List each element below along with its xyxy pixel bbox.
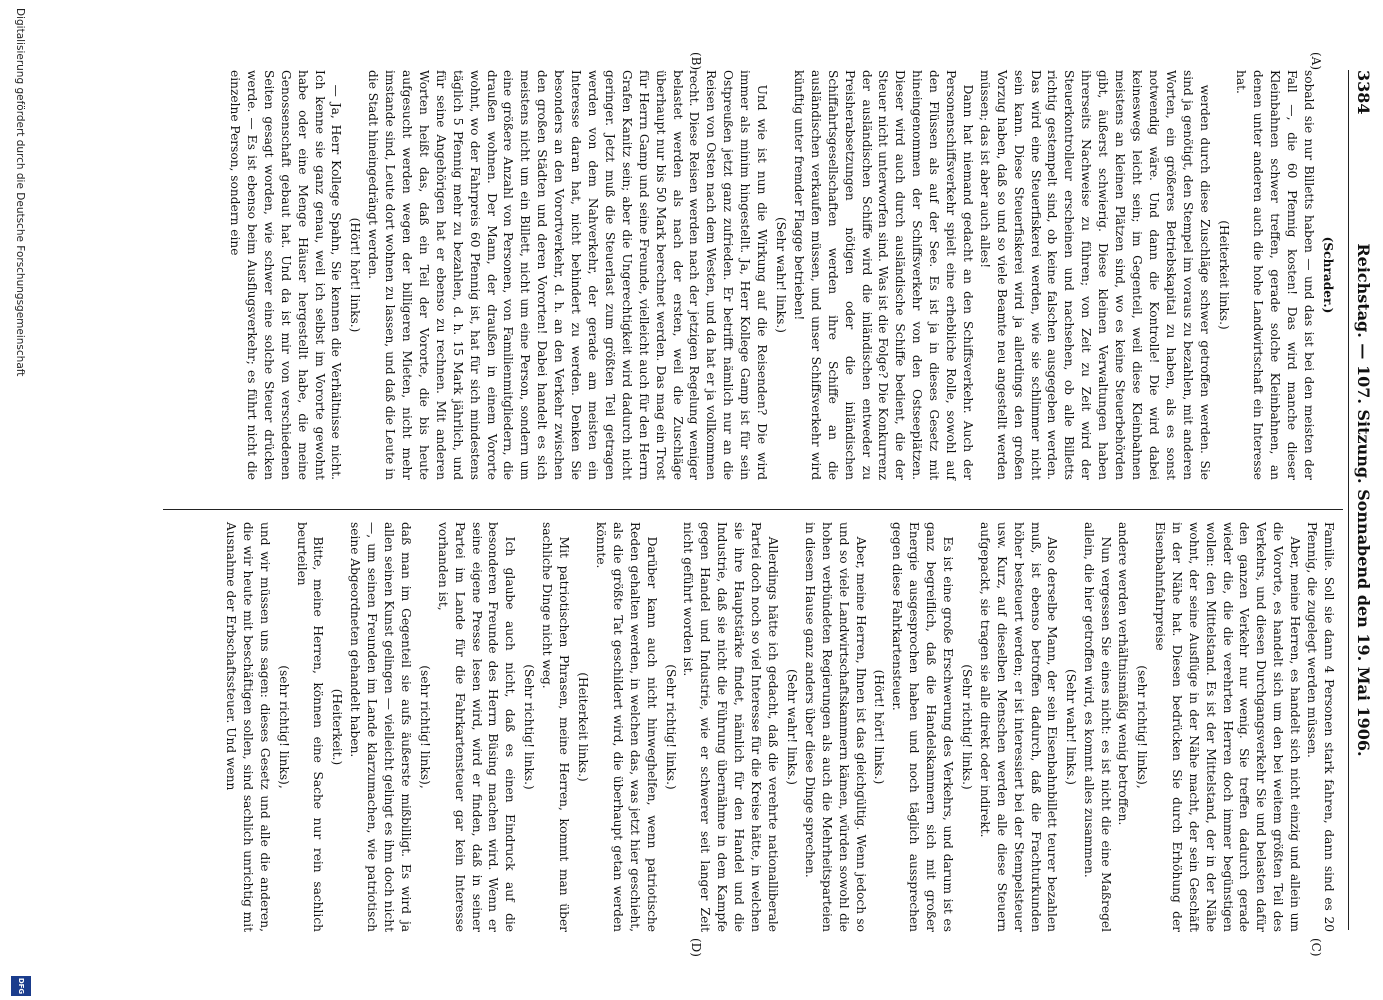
paragraph: und wir müssen uns sagen: dieses Gesetz und alle die anderen, die wir heute mit beschäftigen sollen, sind sachlich unrichtig mit Ausnahme der Erbschaftssteuer. Und wenn [223,522,272,932]
interjection: (Heiterkeit links.) [576,672,591,782]
interjection: (Sehr wahr! links.) [784,669,799,785]
interjection: (sehr richtig! links), [1135,665,1150,789]
paragraph: Nun vergessen Sie eines nicht: es ist nicht die eine Maßregel allein, die hier getroffen wird, es kommt alles zusammen. [1082,522,1114,932]
paragraph: werden durch diese Zuschläge schwer getroffen werden. Sie sind ja genötigt, den Stempel im voraus zu bezahlen, mit anderen Worten, ein größeres Betriebskapital zu haben, als es sonst notwendig wäre. Und dann die Kontrolle! Die wird dabei keineswegs leicht sein; im Gegenteil, weil diese Kleinbahnen meistens an kleinen Plätzen sind, wo es keine Steuerbehörden gibt, äußerst schwierig. Diese kleinen Verwaltungen haben ihrerseits Nachweise zu führen; von Zeit zu Zeit wird der Steuerkontrolleur erscheinen und nachsehen, ob alle Billetts richtig gestempelt sind, ob keine falschen ausgegeben werden. Das wird eine Steuerfiskerei werden, wie sie schlimmer nicht sein kann. Diese Steuerfiskerei wird ja allerdings den großen Vorzug haben, daß so und so viele Beamte neu angestellt werden müssen; das ist aber auch alles! [977,70,1212,480]
interjection: (Sehr richtig! links.) [522,664,537,790]
paragraph: Familie. Soll sie dann 4 Personen stark fahren, dann sind es 20 Pfennig, die zugelegt werden müssen. [1305,522,1336,932]
paragraph: Allerdings hätte ich gedacht, daß die verehrte nationalliberale Partei doch noch so viel Interesse für die Kreise hätte, in welchen sie ihre Hauptstärke findet, nämlich für den Handel und die Industrie, daß sie nicht die Führung übernähme in dem Kampfe gegen Handel und Industrie, wie er schwerer seit langer Zeit nicht geführt worden ist. [681,522,780,932]
interjection: (Hört! hört! links.) [872,669,887,785]
margin-marker-a: (A) [1309,52,1323,71]
paragraph: Ich glaube auch nicht, daß es einen Eindruck auf die besonderen Freunde des Herrn Büsing machen wird. Wenn er seine eigene Presse lesen wird, wird er finden, daß in seiner Partei im Lande für die Fahrkartensteuer gar kein Interesse vorhanden ist, [435,522,518,932]
paragraph: Dann hat niemand gedacht an den Schiffsverkehr. Auch der Personenschiffsverkehr spielt eine erhebliche Rolle, sowohl auf den Flüssen als auf der See. Es ist ja in dieses Gesetz mit hineingenommen der Schiffsverkehr von den Ostseeplätzen. Dieser wird auch durch ausländische Schiffe bedient, die der Steuer nicht unterworfen sind. Was ist die Folge? Die Konkurrenz der ausländischen Schiffe wird die inländischen entweder zu Preisherabsetzungen nötigen oder die inländischen Schiffahrtsgesellschaften werden ihre Schiffe an die ausländischen verkaufen müssen, und unser Schiffsverkehr wird künftig unter fremder Flagge betrieben! [791,70,975,480]
paragraph: daß man im Gegenteil sie aufs äußerste mißbilligt. Es wird ja allen seinen Kunst gelingen — vielleicht gelingt es ihm doch nicht —, um seinen Freunden im Lande klarzumachen, wie patriotisch seine Abgeordneten gehandelt haben. [348,522,413,932]
paragraph: sobald sie nur Billetts haben — und das ist bei den meisten der Fall —, die 60 Pfennig kosten! Das wird manche dieser Kleinbahnen schwer treffen, gerade solche Kleinbahnen, an denen unter anderen auch die hohe Landwirtschaft ein Interesse hat. [1234,70,1317,480]
interjection: (Sehr wahr! links.) [774,217,788,333]
paragraph: Mit patriotischen Phrasen, meine Herren, kommt man über sachliche Dinge nicht weg. [540,522,572,932]
interjection: (Sehr wahr! links.) [1064,669,1079,785]
paragraph: Also derselbe Mann, der sein Eisenbahnbillett teurer bezahlen muß, ist ebenso betroffen dadurch, daß die Frachturkunden höher besteuert werden; er ist interessiert bei der Stempelsteuer usw. Kurz, auf dieselben Menschen werden alle diese Steuern aufgepackt, sie tragen sie alle direkt oder indirekt. [977,522,1060,932]
interjection: (Hört! hört! links.) [348,217,363,333]
page-title: Reichstag. — 107. Sitzung. Sonnabend den 19. Mai 1906. [1354,243,1373,757]
paragraph: Aber, meine Herren, Ihnen ist das gleichgültig. Wenn jedoch so und so viele Landwirtschaftskammern kämen, würden sowohl die hohen verbündeten Regierungen als auch die Mehrheitsparteien in diesem Hause ganz anders über diese Dinge sprechen. [802,522,868,932]
paragraph: — Ja, Herr Kollege Spahn, Sie kennen die Verhältnisse nicht. Ich kenne sie ganz genau, weil ich selbst im Vororte gewohnt habe oder eine Menge Häuser hergestellt habe, die meine Genossenschaft gebaut hat. Und da ist mir von verschiedenen Seiten gesagt worden, wie schwer eine solche Steuer drücken werde. — Es ist ebenso beim Ausflugsverkehr; es führt nicht die einzelne Person, sondern eine [228,70,344,480]
paragraph: Und wie ist nun die Wirkung auf die Reisenden? Die wird immer als minim hingestellt. Ja, Herr Kollege Gamp ist für sein Ostpreußen jetzt ganz zufrieden. Er betrifft nämlich nur an die Reisen von Osten nach dem Westen, und da hat er ja vollkommen recht. Diese Reisen werden nach der jetzigen Regelung weniger belastet werden als nach der ersten, weil die Zuschläge überhaupt nur bis 50 Mark berechnet werden. Das mag ein Trost für Herrn Gamp und seine Freunde, vielleicht auch für den Herrn Grafen Kanitz sein; aber die Ungerechtigkeit wird dadurch nicht geringer. Jetzt muß die Steuerlast zum größten Teil getragen werden von dem Nahverkehr, der gerade am meisten ein Interesse daran hat, nicht behindert zu werden. Denken Sie besonders an den Vorortverkehr, d. h. an den Verkehr zwischen den großen Städten und deren Vororten! Dabei handelt es sich meistens nicht um ein Billett, nicht um eine Person, sondern um eine größere Anzahl von Personen, von Familienmitgliedern, die draußen wohnen. Der Mann, der draußen in einem Vororte wohnt, wo der Fahrpreis 60 Pfennig ist, hat für sich mindestens täglich 5 Pfennig mehr zu bezahlen, d. h. 15 Mark jährlich, und für seine Angehörigen hat er ebenso zu rechnen. Mit anderen Worten heißt das, daß ein Teil der Vororte, die bis heute aufgesucht werden wegen der billigeren Mieten, nicht mehr imstande sind, Leute dort wohnen zu lassen, und daß die Leute in die Stadt hineingedrängt werden. [366,70,770,480]
interjection: (Sehr richtig! links.) [959,664,974,790]
margin-marker-b: (B) [689,52,703,71]
paragraph: Aber, meine Herren, es handelt sich nicht einzig und allein um die Vororte, es handelt sich um den bei weitem größten Teil des Verkehrs, und diesen Durchgangsverkehr Sie und belasten dafür den ganzen Verkehr nur wenig. Sie treffen dadurch gerade wieder die, die die verehrten Herren doch immer begünstigen wollen: den Mittelstand. Es ist der Mittelstand, der in der Nähe wohnt, der seine Ausflüge in der Nähe macht, der sein Geschäft in der Nähe hat. Diesen bedrücken Sie durch Erhöhung der Eisenbahnfahrpreise [1152,522,1303,932]
interjection: (Heiterkeit links.) [1216,220,1231,330]
footer-text: Digitalisierung gefördert durch die Deutsche Forschungsgemeinschaft [14,8,26,377]
page-header [1347,70,1373,930]
right-column [222,522,1337,932]
margin-marker-c: (C) [1309,938,1323,957]
column-divider [163,509,1343,510]
interjection: (Sehr richtig! links.) [663,664,678,790]
paragraph: Darüber kann auch nicht hinweghelfen, wenn patriotische Reden gehalten werden, in welchen das, was jetzt hier geschieht, als die größte Tat geschildert wird, die überhaupt getan werden könnte. [593,522,659,932]
margin-marker-d: (D) [689,938,703,957]
interjection: (sehr richtig! links), [276,665,291,789]
digitization-footer [8,0,28,1000]
header-rule [1348,70,1349,930]
page-number: 3384 [1354,70,1373,115]
paragraph: Bitte, meine Herren, können eine Sache nur rein sachlich beurteilen [294,522,326,932]
interjection: (Heiterkeit.) [330,688,345,766]
paragraph: andere werden verhältnismäßig wenig betroffen. [1116,522,1131,826]
dfg-logo: DFG [11,976,31,996]
paragraph: Es ist eine große Erschwerung des Verkehrs, und darum ist es ganz begreiflich, daß die Handelskammern sich mit großer Energie ausgesprochen haben und noch täglich aussprechen gegen diese Fahrkartensteuer. [890,522,956,932]
interjection: (sehr richtig! links), [417,665,432,789]
left-column [226,70,1337,480]
speaker-label: (Schrader.) [1321,236,1335,314]
